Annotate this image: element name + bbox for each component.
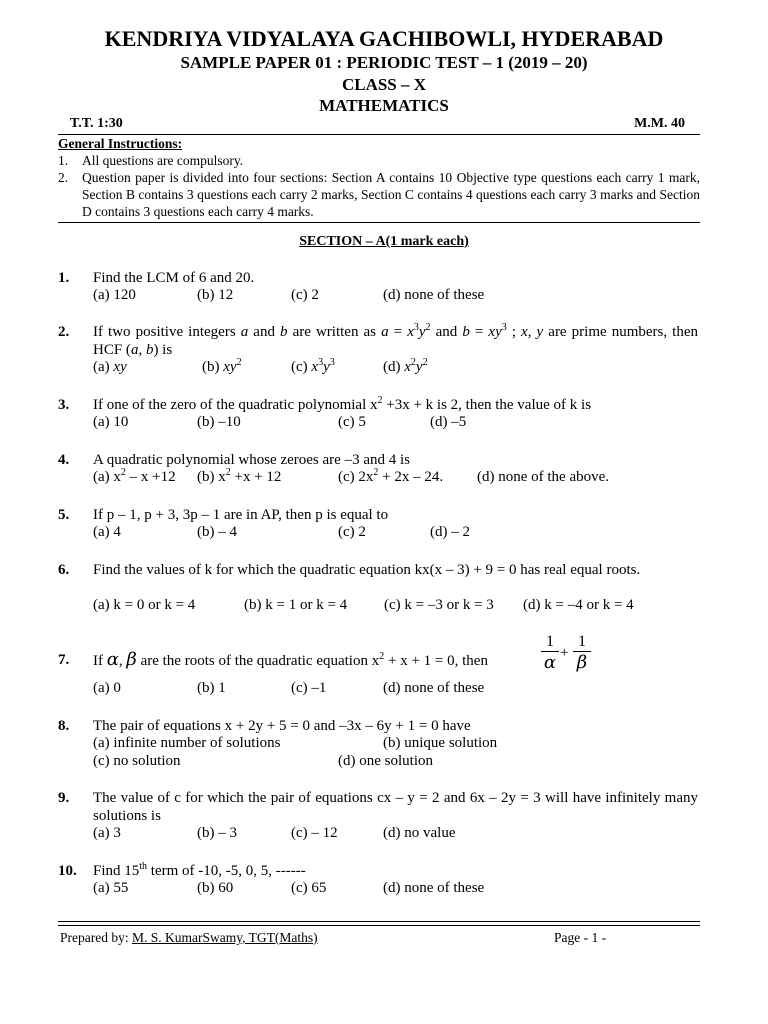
fraction-one-over-alpha: $\frac{1}{\alpha}$ bbox=[541, 633, 559, 673]
subject-title: MATHEMATICS bbox=[319, 96, 449, 115]
q4-option-c: (c) $2x^2 + 2x - 24$. bbox=[338, 467, 444, 485]
q1-option-c: (c) 2 bbox=[291, 287, 319, 303]
class-title: CLASS – X bbox=[341, 75, 427, 94]
prepared-by: Prepared by: M. S. KumarSwamy, TGT(Maths) bbox=[60, 930, 318, 945]
q10-option-d: (d) none of these bbox=[383, 880, 485, 896]
q5-option-c: (c) 2 bbox=[338, 524, 366, 540]
plus-sign: + bbox=[560, 645, 569, 661]
q5-option-b: (b) – 4 bbox=[197, 524, 237, 540]
q6-option-a: (a) k = 0 or k = 4 bbox=[93, 597, 196, 613]
max-marks: M.M. 40 bbox=[634, 116, 685, 131]
q3-option-a: (a) 10 bbox=[93, 414, 129, 430]
q2-option-c: (c) $x^3y^3$ bbox=[291, 357, 335, 375]
instruction-item: 1. All questions are compulsory. bbox=[58, 153, 244, 168]
q3-option-c: (c) 5 bbox=[338, 414, 366, 430]
footer-divider bbox=[58, 925, 700, 926]
fraction-one-over-beta: $\frac{1}{\beta}$ bbox=[573, 633, 591, 673]
q3-option-b: (b) –10 bbox=[197, 414, 241, 430]
paper-title: SAMPLE PAPER 01 : PERIODIC TEST – 1 (2019 – 20) bbox=[180, 53, 588, 72]
q2-option-b: (b) $xy^2$ bbox=[202, 357, 242, 375]
q10-option-c: (c) 65 bbox=[291, 880, 327, 896]
q7-option-b: (b) 1 bbox=[197, 680, 226, 696]
q10-option-a: (a) 55 bbox=[93, 880, 129, 896]
exam-page: KENDRIYA VIDYALAYA GACHIBOWLI, HYDERABAD SAMPLE PAPER 01 : PERIODIC TEST – 1 (2019 – 20) CLASS – X MATHEMATICS T.T. 1:30 M.M. 40 General Instructions: 1. All questions are compulsory. 2. Question paper is divided into four sections: Section A contains 10 Objective type questions each carry 1 mark, Section B contains 3 questions each carry 2 marks, Section C contains 4 questions each carry 3 marks and Section D contains 3 questions each carry 4 marks. SECTION – A(1 mark each) 1. Find the LCM of 6 and 20. (a) 120 (b) 12 (c) 2 (d) none of these 2. If two positive integers a and b are written as $a = x^3y^2$ and $b = xy^3$ ; x, y are prime numbers, then HCF (a, b) is (a) xy (b) $xy^2$ (c) $x^3y^3$ (d) $x^2y^2$ 3. If one of the zero of the quadratic polynomial $x^2 +3x + k$ is 2, then the value of k is (a) 10 (b) –10 (c) 5 (d) –5 4. A quadratic polynomial whose zeroes are –3 and 4 is (a) $x^2 - x +12$ (b) $x^2 +x + 12$ (c) $2x^2 + 2x - 24$. (d) none of the above. 5. If p – 1, p + 3, 3p – 1 are in AP, then p is equal to (a) 4 (b) – 4 (c) 2 (d) – 2 6. Find the values of k for which the quadratic equation kx(x – 3) + 9 = 0 has real equal roots. (a) k = 0 or k = 4 (b) k = 1 or k = 4 (c) k = –3 or k = 3 (d) k = –4 or k = 4 7. If α, β are the roots of the quadratic equation $x^2 + x + 1 = 0$, then $\frac{1}{\alpha}$ + $\frac{1}{\beta}$ (a) 0 (b) 1 (c) –1 (d) none of these 8. The pair of equations x + 2y + 5 = 0 and –3x – 6y + 1 = 0 have (a) infinite number of solutions (b) unique solution (c) no solution (d) one solution 9. The value of c for which the pair of equations cx – y = 2 and 6x – 2y = 3 will have infinitely many solutions is (a) 3 (b) – 3 (c) – 12 (d) no value 10. Find 15th term of -10, -5, 0, 5, ------ (a) 55 (b) 60 (c) 65 (d) none of these Prepared by: M. S. KumarSwamy, TGT(Maths) Page - 1 - bbox=[0, 0, 768, 1024]
q8-option-d: (d) one solution bbox=[338, 753, 433, 769]
q9-option-a: (a) 3 bbox=[93, 825, 121, 841]
q5-option-d: (d) – 2 bbox=[430, 524, 470, 540]
q8-option-a: (a) infinite number of solutions bbox=[93, 735, 281, 751]
q2-option-d: (d) $x^2y^2$ bbox=[383, 357, 428, 375]
q1-option-b: (b) 12 bbox=[197, 287, 234, 303]
header-divider bbox=[58, 134, 700, 135]
q6-option-c: (c) k = –3 or k = 3 bbox=[384, 597, 494, 613]
instructions-divider bbox=[58, 222, 700, 223]
q8-option-b: (b) unique solution bbox=[383, 735, 498, 751]
footer-divider bbox=[58, 921, 700, 922]
q10-option-b: (b) 60 bbox=[197, 880, 234, 896]
q5-option-a: (a) 4 bbox=[93, 524, 121, 540]
q7-option-c: (c) –1 bbox=[291, 680, 327, 696]
q1-option-a: (a) 120 bbox=[93, 287, 136, 303]
q8-option-c: (c) no solution bbox=[93, 753, 181, 769]
q4-option-b: (b) $x^2 +x + 12$ bbox=[197, 467, 282, 485]
q3-option-d: (d) –5 bbox=[430, 414, 467, 430]
page-number: Page - 1 - bbox=[554, 930, 607, 945]
q4-option-a: (a) $x^2 - x +12$ bbox=[93, 467, 176, 485]
q4-option-d: (d) none of the above. bbox=[477, 469, 610, 485]
q6-option-d: (d) k = –4 or k = 4 bbox=[523, 597, 634, 613]
q7-option-a: (a) 0 bbox=[93, 680, 121, 696]
instructions-title: General Instructions: bbox=[58, 136, 183, 151]
q9-option-b: (b) – 3 bbox=[197, 825, 237, 841]
q1-option-d: (d) none of these bbox=[383, 287, 485, 303]
q2-option-a: (a) xy bbox=[93, 359, 127, 375]
author-name: M. S. KumarSwamy, TGT(Maths) bbox=[131, 930, 318, 945]
q6-option-b: (b) k = 1 or k = 4 bbox=[244, 597, 348, 613]
total-time: T.T. 1:30 bbox=[70, 116, 123, 131]
q9-option-d: (d) no value bbox=[383, 825, 456, 841]
instruction-item: 2. Question paper is divided into four sections: Section A contains 10 Objective type questions each carry 1 mark, Section B contains 3 questions each carry 2 marks, Section C contains 4 questions each carry 3 marks and Section D contains 3 questions each carry 4 marks. bbox=[58, 170, 700, 219]
section-a-title: SECTION – A(1 mark each) bbox=[299, 234, 469, 249]
q7-option-d: (d) none of these bbox=[383, 680, 485, 696]
school-name: KENDRIYA VIDYALAYA GACHIBOWLI, HYDERABAD bbox=[104, 26, 664, 51]
q9-option-c: (c) – 12 bbox=[291, 825, 338, 841]
